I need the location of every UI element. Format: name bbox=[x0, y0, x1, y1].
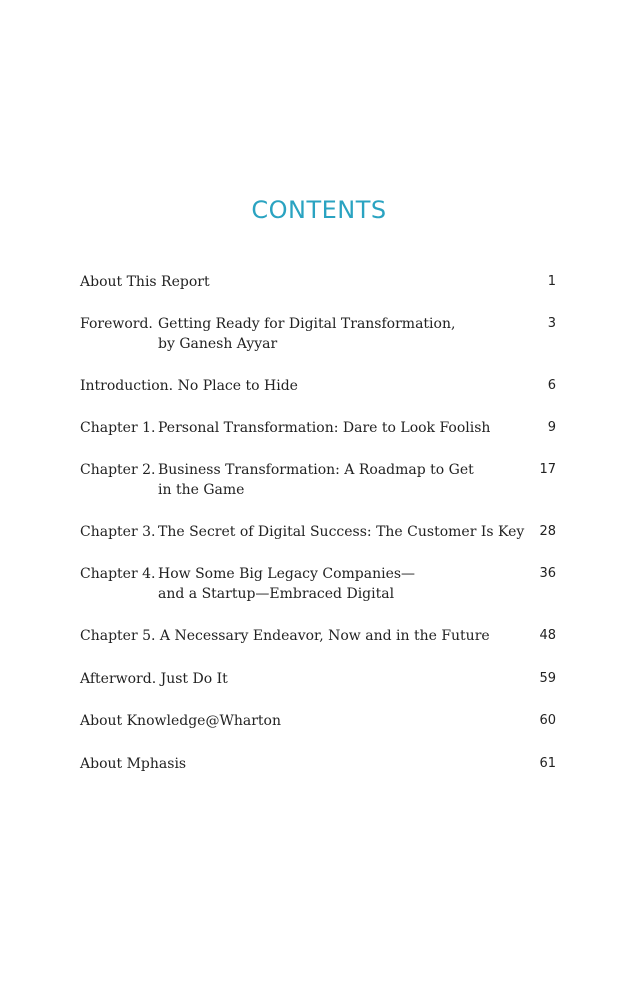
toc-page-number: 59 bbox=[539, 671, 556, 686]
toc-page-number: 1 bbox=[547, 274, 556, 289]
toc-entry-chapter-1[interactable] bbox=[80, 418, 558, 438]
toc-entry-label: Introduction. No Place to Hide bbox=[80, 378, 298, 394]
toc-entry-title: The Secret of Digital Success: The Customer Is Key bbox=[158, 524, 525, 540]
toc-entry-continuation: and a Startup—Embraced Digital bbox=[158, 586, 395, 602]
toc-entry-afterword[interactable] bbox=[80, 669, 558, 689]
toc-page-number: 28 bbox=[539, 524, 556, 539]
toc-entry-label: Chapter 2. bbox=[80, 462, 156, 478]
toc-page-number: 9 bbox=[547, 420, 556, 435]
toc-entry-introduction[interactable] bbox=[80, 376, 558, 396]
toc-entry-title: How Some Big Legacy Companies— bbox=[158, 566, 416, 582]
toc-entry-chapter-4[interactable] bbox=[80, 564, 558, 604]
toc-entry-label: Foreword. bbox=[80, 316, 153, 332]
toc-entry-label: Afterword. Just Do It bbox=[80, 671, 228, 687]
toc-entry-continuation: in the Game bbox=[158, 482, 245, 498]
toc-entry-chapter-5[interactable] bbox=[80, 626, 558, 646]
toc-entry-about-this-report[interactable] bbox=[80, 272, 558, 292]
toc-entry-continuation: by Ganesh Ayyar bbox=[158, 336, 278, 352]
toc-page-number: 61 bbox=[539, 756, 556, 771]
toc-page-number: 60 bbox=[539, 713, 556, 728]
toc-entry-label: About Knowledge@Wharton bbox=[80, 713, 281, 729]
toc-entry-chapter-2[interactable] bbox=[80, 460, 558, 500]
toc-page-number: 48 bbox=[539, 628, 556, 643]
toc-page-number: 3 bbox=[547, 316, 556, 331]
toc-entry-about-mphasis[interactable] bbox=[80, 754, 558, 774]
toc-entry-chapter-3[interactable] bbox=[80, 522, 558, 542]
toc-page-number: 36 bbox=[539, 566, 556, 581]
toc-entry-foreword[interactable] bbox=[80, 314, 558, 354]
toc-entry-label: Chapter 1. bbox=[80, 420, 156, 436]
toc-entry-about-knowledge-wharton[interactable] bbox=[80, 711, 558, 731]
toc-page-number: 6 bbox=[547, 378, 556, 393]
toc-entry-label: Chapter 4. bbox=[80, 566, 156, 582]
toc-entry-label: Chapter 5. A Necessary Endeavor, Now and in the Future bbox=[80, 628, 490, 644]
page-title: CONTENTS bbox=[251, 196, 387, 224]
toc-entry-label: About Mphasis bbox=[80, 756, 187, 772]
toc-entry-label: Chapter 3. bbox=[80, 524, 156, 540]
toc-entry-label: About This Report bbox=[80, 274, 210, 290]
toc-entry-title: Business Transformation: A Roadmap to Get bbox=[158, 462, 474, 478]
toc-entry-title: Personal Transformation: Dare to Look Foolish bbox=[158, 420, 491, 436]
toc-page-number: 17 bbox=[539, 462, 556, 477]
toc-entry-title: Getting Ready for Digital Transformation, bbox=[158, 316, 456, 332]
